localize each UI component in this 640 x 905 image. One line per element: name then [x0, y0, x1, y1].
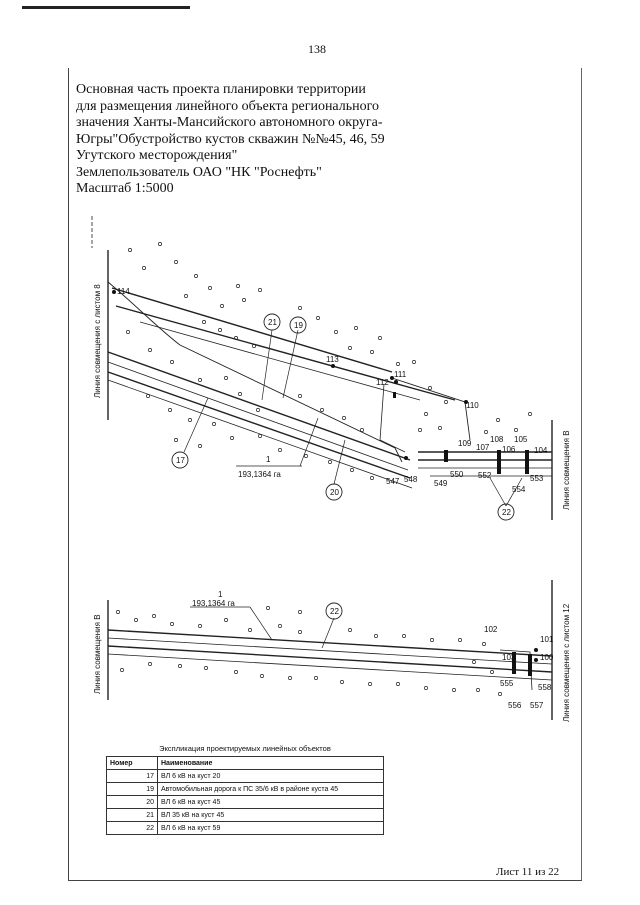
row-number: 21 [107, 809, 158, 822]
parcel-number: 1 [218, 590, 223, 599]
point-label: 110 [466, 401, 479, 410]
leader-line [300, 418, 318, 466]
point-label: 114 [117, 287, 130, 296]
corridor-line [108, 654, 552, 680]
point-label: 101 [540, 635, 554, 644]
leader-line [490, 478, 506, 506]
title-line: значения Ханты-Мансийского автономного округа- [76, 115, 383, 130]
point-label: 548 [404, 475, 418, 484]
point-label: 112 [376, 378, 389, 387]
title-line: Масштаб 1:5000 [76, 181, 174, 196]
title-line: для размещения линейного объекта регионального [76, 98, 380, 114]
point-label: 111 [394, 370, 407, 379]
row-name: ВЛ 6 кВ на куст 59 [158, 822, 384, 835]
bottom-map [108, 580, 552, 720]
side-label-left: Линия совмещения В [93, 614, 102, 694]
point-label: 552 [478, 471, 492, 480]
point-label: 106 [502, 445, 516, 454]
legend-title: Экспликация проектируемых линейных объектов [159, 744, 331, 753]
side-label-right: Линия совмещения В [562, 430, 571, 510]
header-name: Наименование [158, 757, 384, 770]
marker-group [512, 648, 538, 676]
bottom-map-labels [93, 590, 571, 722]
point-label: 102 [484, 625, 498, 634]
title-line: Угутского месторождения" [76, 148, 238, 163]
row-name: ВЛ 6 кВ на куст 45 [158, 796, 384, 809]
row-number: 19 [107, 783, 158, 796]
forest-dots [116, 606, 501, 695]
row-number: 22 [107, 822, 158, 835]
circle-text: 22 [502, 508, 511, 517]
point-label: 113 [326, 355, 339, 364]
corridor-line [112, 288, 392, 372]
parcel-area: 193,1364 га [238, 470, 281, 479]
point-label: 557 [530, 701, 544, 710]
side-label-left: Линия совмещения с листом 8 [93, 284, 102, 398]
leader-line [262, 330, 272, 400]
leader-line [184, 398, 208, 452]
title-line: Югры"Обустройство кустов скважин №№45, 46, 59 [76, 131, 385, 147]
point-label: 107 [476, 443, 490, 452]
title-line: Основная часть проекта планировки территории [76, 82, 366, 97]
row-name: Автомобильная дорога к ПС 35/6 кВ в районе куста 45 [158, 783, 384, 796]
point-label: 550 [450, 470, 464, 479]
explication-table [106, 744, 384, 835]
circle-text: 19 [294, 321, 303, 330]
leader-line [334, 440, 345, 484]
point-label: 105 [514, 435, 528, 444]
point-label: 554 [512, 485, 526, 494]
point-label: 556 [508, 701, 522, 710]
row-number: 20 [107, 796, 158, 809]
circle-text: 17 [176, 456, 185, 465]
table-row [107, 783, 384, 796]
table-header-row [107, 757, 384, 770]
circle-text: 22 [330, 607, 339, 616]
corridor-line [108, 352, 410, 460]
table-row [107, 770, 384, 783]
sheet-label: Лист 11 из 22 [496, 866, 560, 878]
point-label: 109 [458, 439, 472, 448]
corridor-line [108, 638, 552, 664]
corridor-line [108, 372, 410, 478]
point-label: 558 [538, 683, 552, 692]
row-number: 17 [107, 770, 158, 783]
leader-line [250, 607, 272, 640]
point-label: 100 [540, 653, 554, 662]
side-label-right: Линия совмещения с листом 12 [562, 603, 571, 722]
corridor-line [108, 646, 552, 672]
point-label: 549 [434, 479, 448, 488]
corridor-outline [108, 282, 402, 462]
zone-line [380, 384, 405, 452]
table-row [107, 809, 384, 822]
page-number: 138 [308, 42, 326, 56]
point-label: 103 [502, 653, 516, 662]
row-name: ВЛ 35 кВ на куст 45 [158, 809, 384, 822]
circle-text: 20 [330, 488, 339, 497]
legend-table [106, 756, 384, 835]
header-number: Номер [107, 757, 158, 770]
zone-line [392, 378, 470, 440]
point-label: 555 [500, 679, 514, 688]
parcel-number: 1 [266, 455, 271, 464]
point-label: 104 [534, 446, 548, 455]
circle-text: 21 [268, 318, 277, 327]
corridor-line [108, 362, 408, 470]
table-row [107, 796, 384, 809]
title-line: Землепользователь ОАО "НК "Роснефть" [76, 164, 322, 180]
point-label: 108 [490, 435, 504, 444]
point-label: 547 [386, 477, 400, 486]
row-name: ВЛ 6 кВ на куст 20 [158, 770, 384, 783]
point-label: 553 [530, 474, 544, 483]
parcel-area: 193,1364 га [192, 599, 235, 608]
table-row [107, 822, 384, 835]
